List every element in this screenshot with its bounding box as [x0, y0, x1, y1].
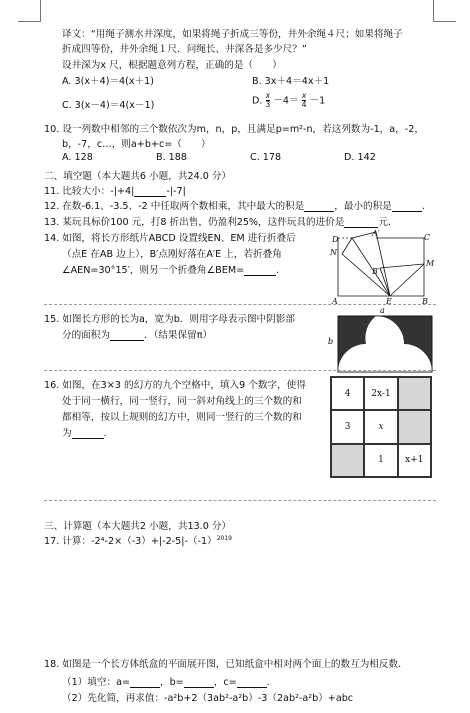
label-m: M	[426, 259, 435, 268]
section-2-heading: 二、填空题（本大题共6 小题，共24.0 分）	[44, 171, 232, 182]
label-n: N	[330, 248, 337, 257]
fold-rectangle-figure	[328, 228, 436, 304]
magic-cell: 1	[364, 444, 397, 477]
q10-option-d: D. 142	[344, 152, 376, 163]
label-a-prime: A′	[372, 229, 380, 238]
q9-option-b: B. 3x＋4＝4x＋1	[252, 76, 330, 87]
answer-blank[interactable]	[110, 330, 144, 341]
answer-blank[interactable]	[72, 428, 104, 439]
section-3-heading: 三、计算题（本大题共2 小题，共13.0 分）	[44, 521, 232, 532]
q13: 13. 某玩具标价100 元，打8 折出售，仍盈利25%，这件玩具的进价是 元．	[44, 217, 398, 228]
label-e: E	[386, 297, 392, 304]
q10-text-line2: b，-7，c…，则a+b+c=（ ）	[62, 139, 211, 150]
q16-line3: 都相等，按以上规则的幻方中，则同一竖行的三个数的和	[62, 412, 302, 423]
q15-line1: 15. 如图长方形的长为a，宽为b．则用字母表示图中阴影部	[44, 314, 295, 325]
label-d: D	[332, 235, 339, 244]
shaded-rectangle-figure	[328, 304, 434, 374]
label-b: B	[422, 297, 428, 304]
q10-option-b: B. 188	[156, 152, 187, 163]
magic-cell: x	[364, 410, 397, 443]
q16-line2: 处于同一横行，同一竖行，同一斜对角线上的三个数的和	[62, 396, 302, 407]
magic-cell: 2x-1	[364, 377, 397, 410]
label-b: b	[328, 337, 334, 346]
q9-option-c: C. 3(x－4)＝4(x－1)	[62, 100, 155, 111]
magic-cell-empty	[398, 410, 431, 443]
q11: 11. 比较大小：-|+4| -|-7|	[44, 186, 186, 197]
q18-line3: （2）先化简，再求值：-a²b+2（3ab²-a²b）-3（2ab²-a²b）+abc	[62, 693, 354, 704]
q9-text-line1: 译文：“用绳子测水井深度，如果将绳子折成三等份，井外余绳４尺；如果将绳子	[62, 29, 403, 40]
corner-mark-left-h	[18, 21, 41, 22]
corner-mark-right-h	[433, 21, 456, 22]
q14-line1: 14. 如图，将长方形纸片ABCD 设置线EN、EM 进行折叠后	[44, 233, 296, 244]
magic-cell-empty	[331, 444, 364, 477]
q18-line2: （1）填空：a= ，b= ，c= ．	[62, 677, 277, 688]
answer-blank[interactable]	[130, 677, 160, 688]
q16-line1: 16. 如图，在3×3 的幻方的九个空格中，填入9 个数字，使得	[44, 380, 306, 391]
answer-blank[interactable]	[244, 265, 276, 276]
label-a: A	[332, 297, 338, 304]
q16-line4: 为 ．	[62, 428, 114, 439]
section-divider	[44, 500, 436, 501]
corner-mark-left	[40, 0, 41, 22]
label-b-prime: B′	[372, 267, 380, 276]
answer-blank[interactable]	[304, 201, 334, 212]
answer-blank[interactable]	[134, 186, 166, 197]
magic-cell-empty	[398, 377, 431, 410]
q10-option-c: C. 178	[250, 152, 282, 163]
fraction-x-over-4: $\frac{x}{4}$	[301, 91, 307, 109]
section-divider	[44, 370, 436, 371]
q17: 17. 计算：$-2^4-2\times(-3)+|-2-5|-(-1)^{2019}$	[44, 534, 232, 547]
magic-cell: 3	[331, 410, 364, 443]
magic-cell: 4	[331, 377, 364, 410]
fraction-x-over-3: $\frac{x}{3}$	[265, 91, 271, 109]
q10-option-a: A. 128	[62, 152, 93, 163]
q14-line3: ∠AEN=30°15′，则另一个折叠角∠BEM= .	[62, 265, 280, 276]
corner-mark-right	[433, 0, 434, 22]
magic-square-grid	[330, 376, 432, 478]
answer-blank[interactable]	[184, 677, 214, 688]
label-c: C	[424, 233, 431, 242]
q18-line1: 18. 如图是一个长方体纸盒的平面展开图，已知纸盒中相对两个面上的数互为相反数．	[44, 659, 408, 670]
q9-option-a: A. 3(x＋4)＝4(x＋1)	[62, 76, 155, 87]
label-a: a	[380, 306, 385, 315]
q9-option-d: D. $\frac{x}{3}$ －4＝ $\frac{x}{4}$ －1	[252, 91, 326, 109]
answer-blank[interactable]	[344, 217, 378, 228]
q9-text-line2: 折成四等份，井外余绳１尺．问绳长、井深各是多少尺？”	[62, 44, 307, 55]
q10-text-line1: 10. 设一列数中相邻的三个数依次为m，n，p，且满足p=m²-n，若这列数为-1，a，-2，	[44, 124, 424, 135]
answer-blank[interactable]	[392, 201, 422, 212]
q12: 12. 在数-6.1、-3.5、-2 中任取两个数相乘，其中最大的积是 ，最小的积是 .	[44, 201, 425, 212]
answer-blank[interactable]	[237, 677, 267, 688]
q14-line2: （点E 在AB 边上），B′点刚好落在A′E 上，若折叠角	[62, 249, 282, 260]
magic-cell: x+1	[398, 444, 431, 477]
q9-question: 设井深为x 尺，根据题意列方程，正确的是（ ）	[62, 60, 282, 71]
q15-line2: 分的面积为 ．（结果保留π）	[62, 330, 213, 341]
